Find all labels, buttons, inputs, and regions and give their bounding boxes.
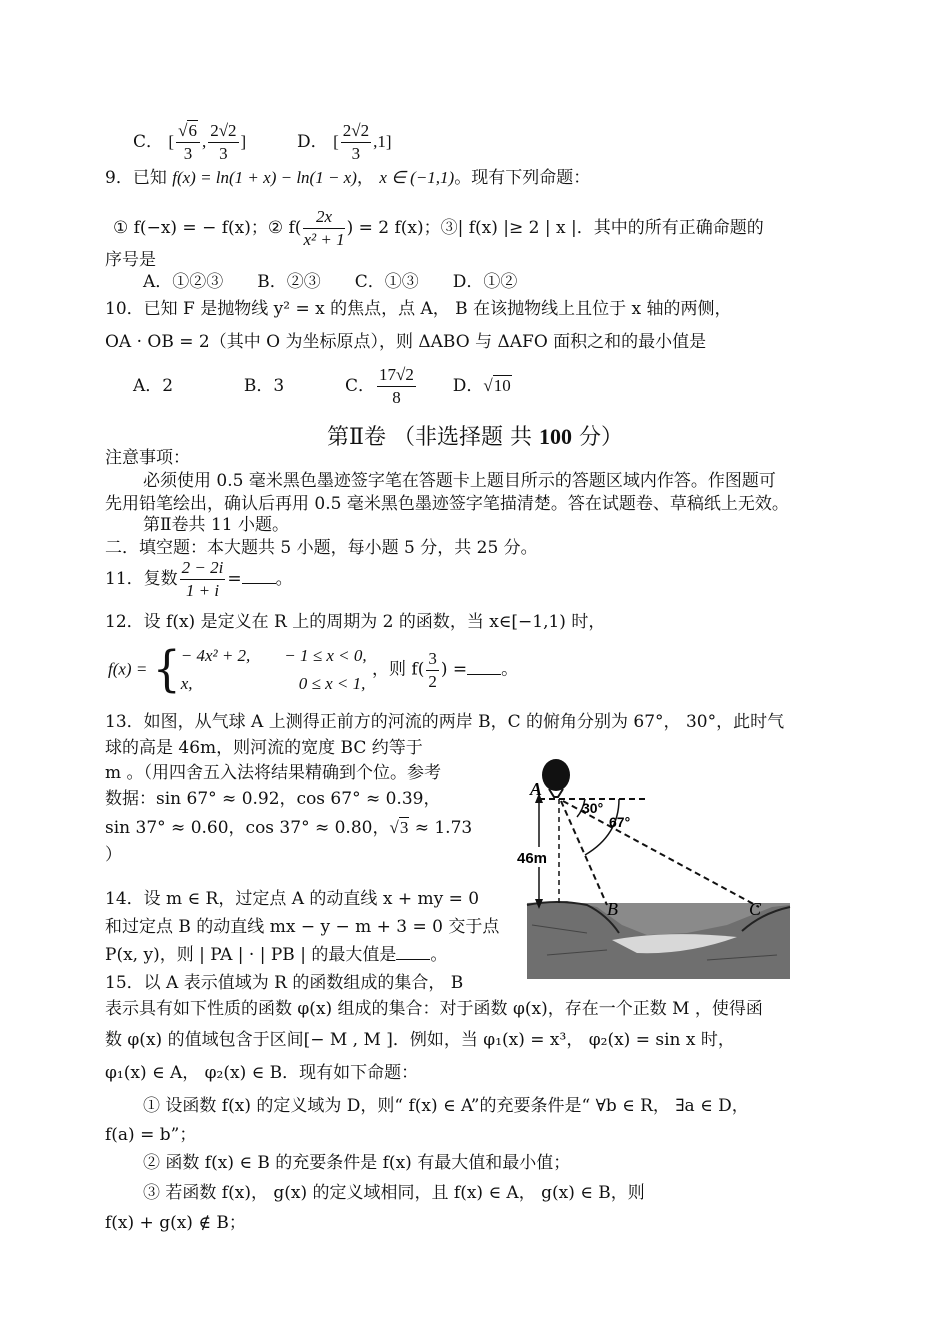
notes-line-2: 先用铅笔绘出，确认后再用 0.5 毫米黑色墨迹签字笔描清楚。答在试题卷、草稿纸上无效。 [105, 494, 789, 514]
q9-domain: x ∈ (−1,1) [379, 168, 455, 187]
q15-item-1: ① 设函数 f(x) 的定义域为 D，则“ f(x) ∈ A”的充要条件是“ ∀b ∈ R， ∃a ∈ D， [143, 1096, 749, 1116]
q10-option-b: B．3 [243, 376, 285, 396]
bracket: [ [168, 132, 175, 151]
q13-line-2: 球的高是 46m，则河流的宽度 BC 约等于 [105, 738, 423, 758]
frac-den: 8 [392, 388, 401, 407]
angle-label-67: 67° [609, 814, 631, 830]
fraction [377, 364, 416, 409]
frac-den: 1 + i [185, 581, 220, 600]
q8-option-c-label: C． [133, 132, 164, 152]
angle-label-30: 30° [582, 800, 604, 816]
frac-num: 17√2 [377, 364, 416, 387]
point-c-label: C [749, 899, 762, 919]
q14-line-3-text: P(x, y)，则 | PA | · | PB | 的最大值是 [105, 945, 397, 965]
q9-after: 。现有下列命题： [454, 168, 591, 188]
q8-option-d-label: D． [297, 132, 328, 152]
q10-line-1: 10．已知 F 是抛物线 y² = x 的焦点，点 A， B 在该抛物线上且位于 x 轴的两侧， [105, 299, 732, 319]
notes-line-3: 第Ⅱ卷共 11 小题。 [143, 515, 289, 535]
q9-function: f(x) = ln(1 + x) − ln(1 − x) [172, 168, 357, 187]
bracket: ] [240, 132, 247, 151]
q9-propositions [113, 206, 764, 251]
q13-line-4: 数据：sin 67° ≈ 0.92，cos 67° ≈ 0.39， [105, 789, 441, 809]
q11-pre: 11．复数 [105, 569, 178, 589]
q10-option-a: A．2 [133, 376, 174, 396]
q12-piecewise [108, 642, 518, 698]
answer-blank[interactable] [467, 674, 501, 675]
q10-option-d-label: D． [452, 376, 484, 396]
q9-stem: 9．已知 f(x) = ln(1 + x) − ln(1 − x)， x ∈ (−1,1)。现有下列命题： [105, 168, 591, 188]
fraction [341, 120, 371, 165]
q15-line-3: 数 φ(x) 的值域包含于区间[− M , M ]．例如，当 φ₁(x) = x³， φ₂(x) = sin x 时， [105, 1030, 735, 1050]
q11-equals: = [227, 569, 242, 589]
sight-line-c [563, 801, 759, 907]
q13-line-3: m 。（用四舍五入法将结果精确到个位。参考 [105, 763, 442, 783]
point-a-label: A [530, 779, 543, 799]
q11 [105, 557, 293, 602]
frac-num: 3 [426, 648, 439, 671]
fraction [426, 648, 439, 693]
q15-line-2: 表示具有如下性质的函数 φ(x) 组成的集合：对于函数 φ(x)，存在一个正数 M ，使得函 [105, 999, 763, 1019]
left-brace: { [152, 641, 181, 698]
q15-item-2: ② 函数 f(x) ∈ B 的充要条件是 f(x) 有最大值和最小值； [143, 1153, 571, 1173]
fraction [180, 557, 226, 602]
frac-num: 2 − 2i [180, 557, 226, 580]
height-label: 46m [517, 850, 548, 867]
q14-end: 。 [430, 945, 448, 965]
q12-end: 。 [501, 659, 519, 680]
balloon-river-figure [517, 755, 790, 979]
q12-cases [181, 642, 367, 698]
q13-line-5: sin 37° ≈ 0.60，cos 37° ≈ 0.80，√3 ≈ 1.73 [105, 818, 473, 838]
sight-line-b [561, 801, 607, 905]
frac-den: 2 [428, 671, 437, 691]
section-title-pre: 第Ⅱ卷 （非选择题 共 [327, 425, 532, 450]
q12-lhs: f(x) = [108, 659, 148, 679]
frac-den: 3 [219, 144, 228, 163]
q14-line-3 [105, 943, 447, 967]
q9-options: A．①②③ B．②③ C．①③ D．①② [143, 272, 518, 292]
point-b-label: B [607, 899, 618, 919]
part-two-heading: 二．填空题：本大题共 5 小题，每小题 5 分，共 25 分。 [105, 538, 538, 558]
q14-line-1: 14．设 m ∈ R，过定点 A 的动直线 x + my = 0 [105, 889, 480, 909]
frac-num: 2√2 [208, 120, 238, 143]
section-title-post: 分） [578, 425, 623, 450]
frac-num: 6 [188, 121, 197, 140]
q10-line-2: OA · OB = 2（其中 O 为坐标原点），则 ΔABO 与 ΔAFO 面积之和的最小值是 [105, 332, 707, 352]
q12-case-2: x, 0 ≤ x < 1, [180, 674, 366, 693]
bracket: [ [333, 132, 339, 151]
bracket-tail: ,1] [373, 132, 392, 151]
q12-equals: ) = [440, 659, 468, 680]
answer-blank[interactable] [396, 959, 430, 960]
q13-line-5-val: ≈ 1.73 [414, 818, 473, 838]
fraction [303, 206, 344, 251]
frac-num: 2√2 [341, 120, 371, 143]
q14-line-2: 和过定点 B 的动直线 mx − y − m + 3 = 0 交于点 [105, 917, 500, 937]
q15-item-1-cont: f(a) = b”； [105, 1125, 197, 1145]
q10-option-c-label: C． [345, 376, 376, 396]
sqrt-value: 10 [493, 376, 511, 395]
fraction [208, 120, 238, 165]
q13-line-1: 13．如图，从气球 A 上测得正前方的河流的两岸 B，C 的俯角分别为 67°， 30°，此时气 [105, 712, 785, 732]
q15-item-3-cont: f(x) + g(x) ∉ B； [105, 1213, 246, 1233]
frac-den: 3 [351, 144, 361, 163]
q9-prop-rest: ) = 2 f(x)；③| f(x) |≥ 2 | x |．其中的所有正确命题的 [346, 218, 764, 238]
q12-line-1: 12．设 f(x) 是定义在 R 上的周期为 2 的函数，当 x∈[−1,1) 时， [105, 612, 606, 632]
answer-blank[interactable] [242, 583, 276, 584]
sqrt-value: 3 [399, 818, 409, 837]
q9-number: 9．已知 [105, 168, 167, 188]
q12-case-1: − 4x² + 2, − 1 ≤ x < 0, [180, 646, 367, 665]
q10-options: A．2 B．3 C． $\frac{17√2}{8}$ D．√10 [133, 365, 511, 407]
fraction: $\frac{√6}{3}$ [176, 120, 200, 165]
notes-heading: 注意事项： [105, 448, 190, 468]
section-title-score: 100 [538, 424, 572, 449]
q9-answer-prompt: 序号是 [105, 250, 156, 270]
frac-den: 3 [183, 144, 193, 163]
q12-mid: ，则 f( [372, 659, 425, 680]
q11-end: 。 [275, 569, 293, 589]
q13-line-6: ） [105, 845, 122, 865]
frac-den: x² + 1 [303, 230, 345, 249]
q13-line-5-text: sin 37° ≈ 0.60，cos 37° ≈ 0.80， [105, 818, 390, 838]
q15-line-1: 15．以 A 表示值域为 R 的函数组成的集合， B [105, 973, 464, 993]
q15-line-4: φ₁(x) ∈ A， φ₂(x) ∈ B．现有如下命题： [105, 1063, 419, 1083]
notes-line-1: 必须使用 0.5 毫米黑色墨迹签字笔在答题卡上题目所示的答题区域内作答。作图题可 [143, 471, 776, 491]
q9-prop-1: ① f(−x) = − f(x)；② f( [113, 218, 302, 238]
q8-options: C． [ $\frac{√6}{3}$ , $\frac{2√2}{3}$ ] D． [ $\frac{2√2}{3}$ ,1] [133, 121, 392, 163]
q15-item-3: ③ 若函数 f(x)， g(x) 的定义域相同，且 f(x) ∈ A， g(x) ∈ B，则 [143, 1183, 645, 1203]
balloon-icon [542, 759, 570, 791]
frac-num: 2x [303, 206, 344, 229]
